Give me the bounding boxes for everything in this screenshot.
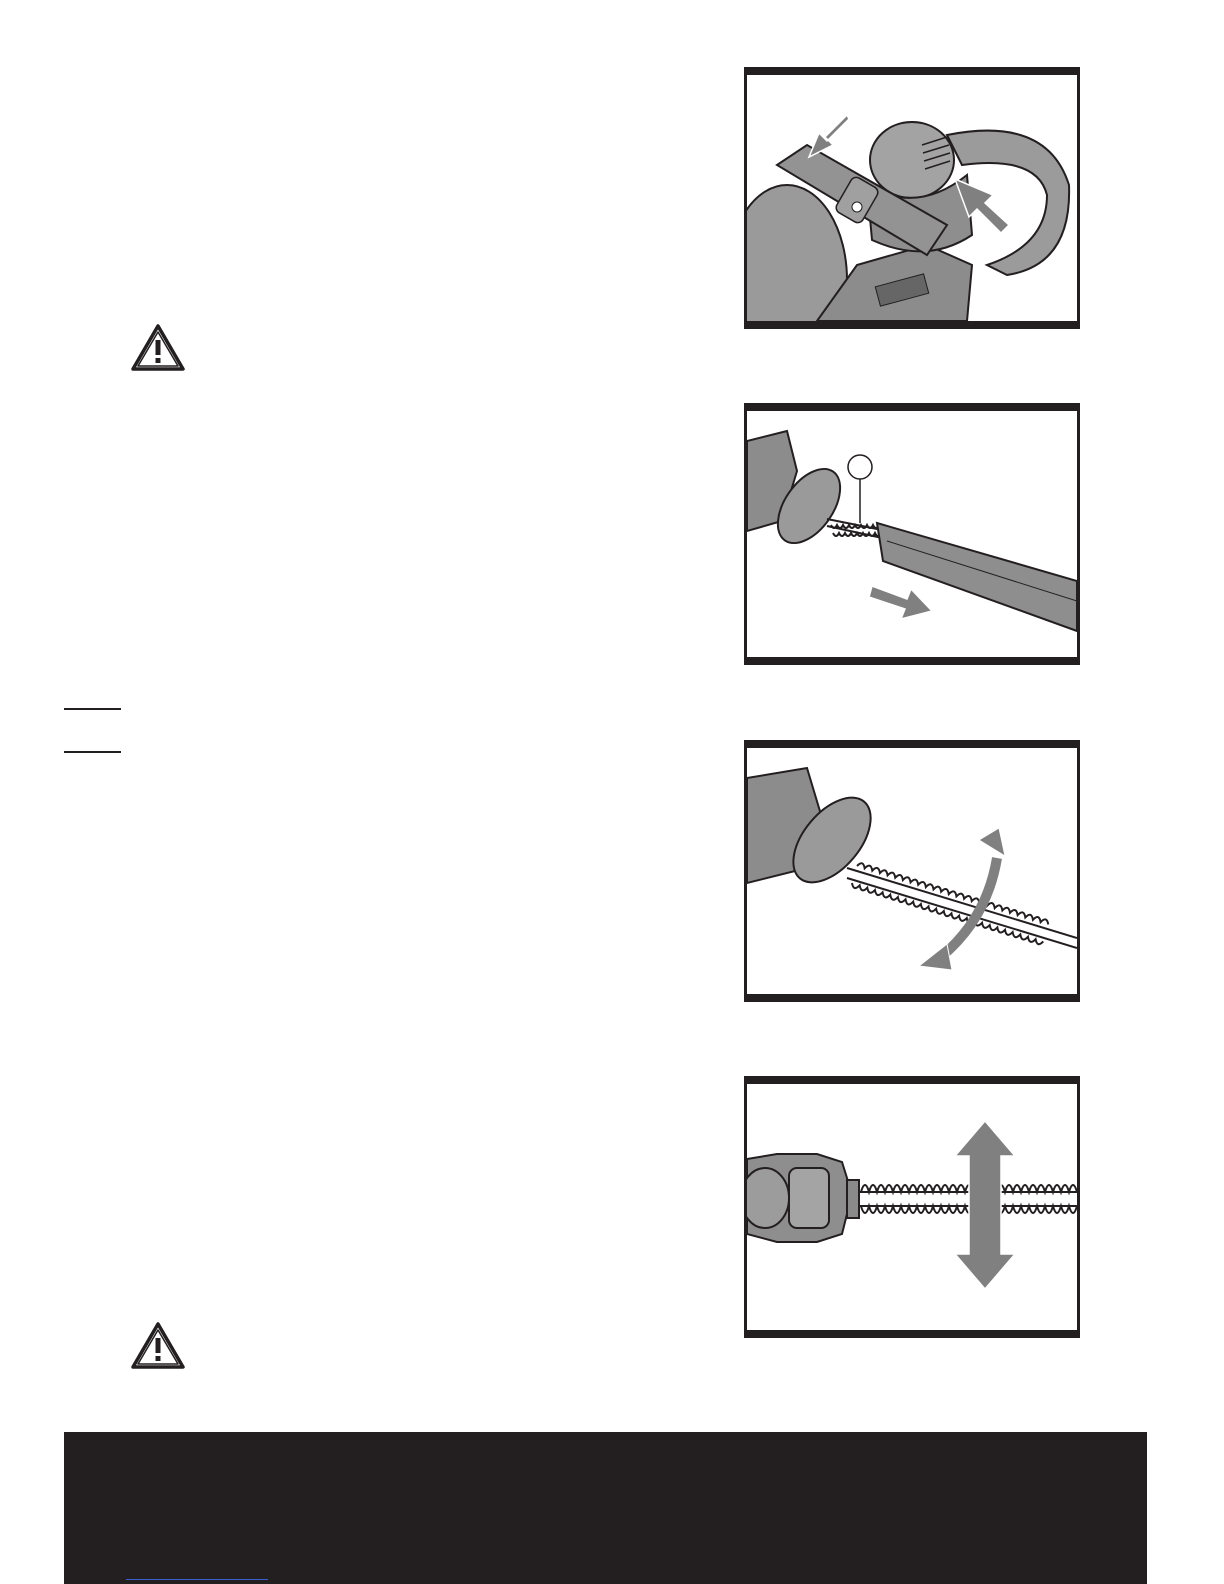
arc-cutting-illustration (747, 748, 1077, 994)
warning-triangle-icon (130, 323, 186, 373)
battery-insertion-illustration (747, 75, 1077, 321)
right-arrow (869, 586, 932, 619)
down-left-arrow (809, 115, 849, 157)
curved-double-arrow (942, 858, 997, 956)
footer-banner (64, 1432, 1147, 1584)
callout-circle (848, 455, 872, 479)
warning-triangle-icon (130, 1321, 186, 1371)
figure-battery-insertion (744, 67, 1080, 329)
divider-rule (64, 708, 121, 710)
figure-blade-cover-removal (744, 403, 1080, 665)
figure-vertical-cutting-motion (744, 1076, 1080, 1338)
blade-cover-removal-illustration (747, 411, 1077, 657)
figure-arc-cutting-motion (744, 740, 1080, 1002)
divider-rule (64, 751, 121, 753)
footer-link-underline[interactable] (126, 1579, 268, 1580)
vertical-cutting-illustration (747, 1084, 1077, 1330)
